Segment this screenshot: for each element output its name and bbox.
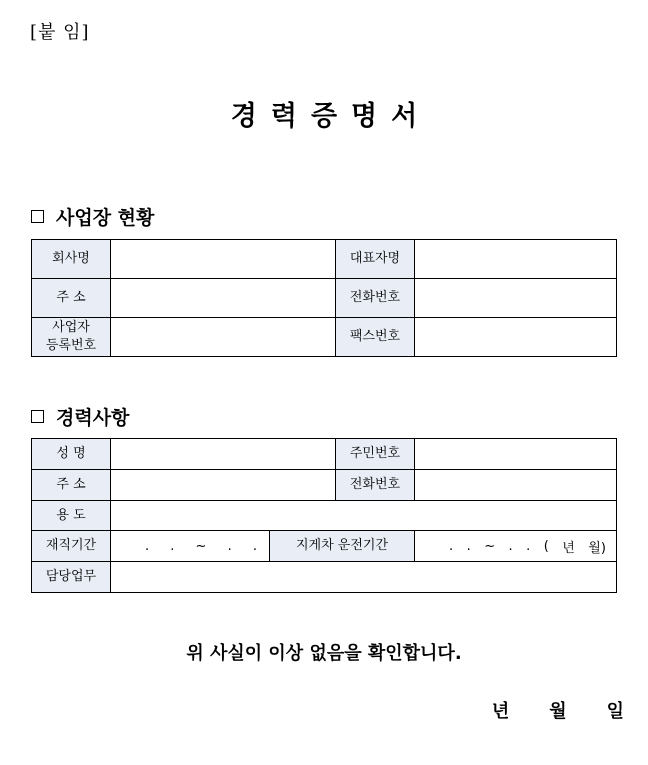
forklift-period-label: 지게차 운전기간 [270, 531, 415, 562]
career-table [31, 438, 617, 593]
address-label: 주 소 [32, 470, 111, 501]
document-title: 경력증명서 [230, 101, 432, 132]
business-reg-label-line2: 등록번호 [45, 338, 97, 353]
company-name-field[interactable] [111, 240, 336, 279]
table-row [32, 501, 617, 531]
workplace-heading-text: 사업장 현황 [56, 207, 155, 229]
company-phone-field[interactable] [415, 279, 617, 318]
forklift-year-unit: 년 [562, 540, 575, 556]
table-row [32, 318, 617, 357]
company-address-label: 주 소 [32, 279, 111, 318]
career-section-heading [31, 403, 129, 430]
checkbox-icon [31, 410, 44, 423]
confirmation-statement: 위 사실이 이상 없음을 확인합니다. [186, 643, 462, 664]
fax-field[interactable] [415, 318, 617, 357]
date-line [492, 697, 624, 723]
tenure-dot: . [227, 538, 232, 554]
fax-label: 팩스번호 [336, 318, 415, 357]
name-label: 성 명 [32, 439, 111, 470]
forklift-month-unit: 월) [588, 540, 606, 556]
business-reg-label-line1: 사업자 [52, 320, 90, 336]
forklift-period-field[interactable] [415, 531, 617, 562]
table-row [32, 279, 617, 318]
forklift-period [415, 537, 616, 556]
tenure-dot: . [252, 538, 257, 554]
table-row [32, 531, 617, 562]
name-field[interactable] [111, 439, 336, 470]
duty-field[interactable] [111, 562, 617, 593]
table-row [32, 562, 617, 593]
business-reg-label [32, 318, 111, 357]
forklift-dot: . [449, 538, 454, 554]
table-row [32, 439, 617, 470]
tenure-tilde: ~ [195, 538, 207, 554]
ceo-name-field[interactable] [415, 240, 617, 279]
forklift-tilde: ~ [484, 538, 496, 554]
forklift-dot: . [508, 538, 513, 554]
company-address-field[interactable] [111, 279, 336, 318]
phone-label: 전화번호 [336, 470, 415, 501]
workplace-section-heading [31, 203, 154, 230]
forklift-dot: . [526, 538, 531, 554]
duty-label: 담당업무 [32, 562, 111, 593]
business-reg-field[interactable] [111, 318, 336, 357]
company-name-label: 회사명 [32, 240, 111, 279]
tenure-dot: . [145, 538, 150, 554]
date-month: 월 [549, 701, 567, 722]
workplace-table [31, 239, 617, 357]
purpose-field[interactable] [111, 501, 617, 531]
phone-field[interactable] [415, 470, 617, 501]
table-row [32, 470, 617, 501]
ceo-name-label: 대표자명 [336, 240, 415, 279]
resident-number-label: 주민번호 [336, 439, 415, 470]
resident-number-field[interactable] [415, 439, 617, 470]
tenure-field[interactable] [111, 531, 270, 562]
checkbox-icon [31, 210, 44, 223]
tenure-dot: . [170, 538, 175, 554]
career-heading-text: 경력사항 [56, 407, 130, 429]
forklift-paren-open: ( [543, 538, 549, 554]
tenure-period [111, 539, 269, 554]
table-row [32, 240, 617, 279]
tenure-label: 재직기간 [32, 531, 111, 562]
purpose-label: 용 도 [32, 501, 111, 531]
forklift-dot: . [466, 538, 471, 554]
address-field[interactable] [111, 470, 336, 501]
attachment-label: [붙 임] [30, 22, 90, 43]
date-year: 년 [491, 701, 510, 722]
company-phone-label: 전화번호 [336, 279, 415, 318]
date-day: 일 [606, 701, 624, 722]
